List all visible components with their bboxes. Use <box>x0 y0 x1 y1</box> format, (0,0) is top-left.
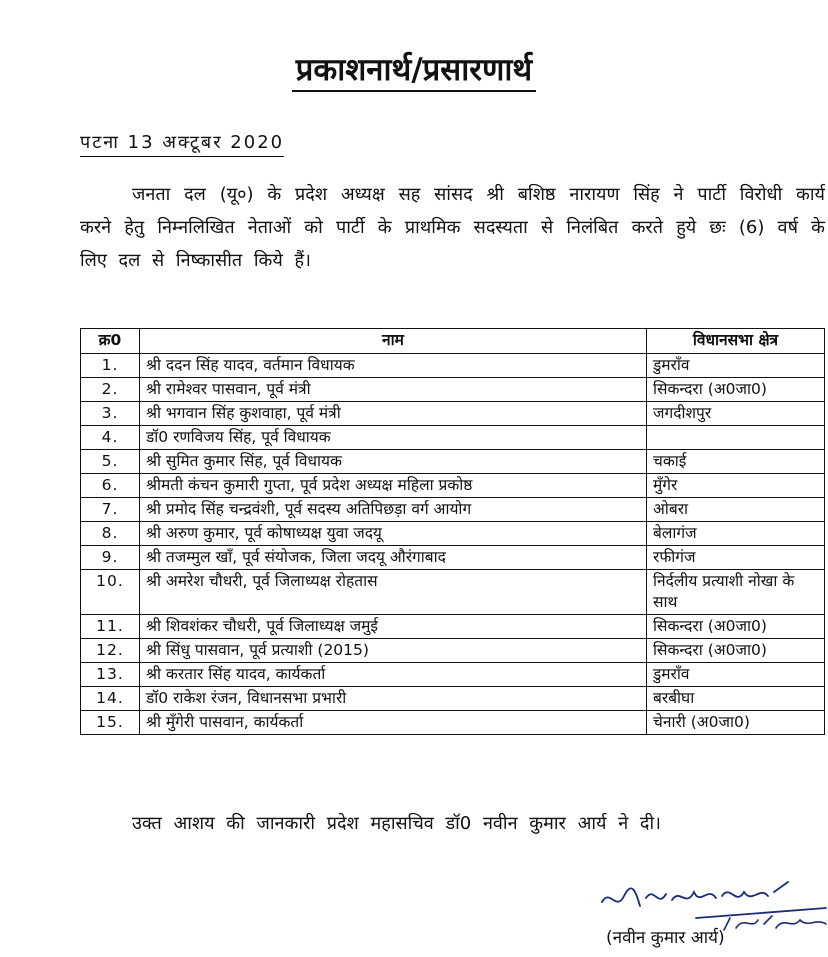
row-leader-name: श्री भगवान सिंह कुशवाहा, पूर्व मंत्री <box>140 402 647 426</box>
row-constituency: बेलागंज <box>647 522 825 546</box>
row-serial-number: 9. <box>81 546 140 570</box>
row-serial-number: 14. <box>81 687 140 711</box>
row-constituency: सिकन्दरा (अ0जा0) <box>647 615 825 639</box>
table-row <box>81 522 825 546</box>
table-row <box>81 450 825 474</box>
table-row <box>81 546 825 570</box>
table-row <box>81 426 825 450</box>
table-row <box>81 498 825 522</box>
row-constituency <box>647 426 825 450</box>
header-name: नाम <box>140 329 647 354</box>
table-row <box>81 687 825 711</box>
row-serial-number: 6. <box>81 474 140 498</box>
row-leader-name: श्रीमती कंचन कुमारी गुप्ता, पूर्व प्रदेश अध्यक्ष महिला प्रकोष्ठ <box>140 474 647 498</box>
dateline: पटना 13 अक्टूबर 2020 <box>80 130 284 157</box>
body-paragraph: जनता दल (यू०) के प्रदेश अध्यक्ष सह सांसद श्री बशिष्ठ नारायण सिंह ने पार्टी विरोधी कार्य करने हेतु निम्नलिखित नेताओं को पार्टी के प्राथमिक सदस्यता से निलंबित करते हुये छः (6) वर्ष के लिए दल से निष्कासीत किये हैं। <box>80 184 825 271</box>
row-serial-number: 10. <box>81 570 140 615</box>
row-serial-number: 13. <box>81 663 140 687</box>
row-serial-number: 12. <box>81 639 140 663</box>
row-leader-name: डॉ0 रणविजय सिंह, पूर्व विधायक <box>140 426 647 450</box>
row-constituency: निर्दलीय प्रत्याशी नोखा के साथ <box>647 570 825 615</box>
table-row <box>81 354 825 378</box>
table-row <box>81 378 825 402</box>
row-serial-number: 2. <box>81 378 140 402</box>
table-row <box>81 402 825 426</box>
row-leader-name: श्री करतार सिंह यादव, कार्यकर्ता <box>140 663 647 687</box>
table-row <box>81 615 825 639</box>
table-row <box>81 711 825 735</box>
row-serial-number: 3. <box>81 402 140 426</box>
row-leader-name: श्री ददन सिंह यादव, वर्तमान विधायक <box>140 354 647 378</box>
table-row <box>81 474 825 498</box>
row-leader-name: श्री सिंधु पासवान, पूर्व प्रत्याशी (2015) <box>140 639 647 663</box>
row-constituency: मुँगेर <box>647 474 825 498</box>
row-constituency: चेनारी (अ0जा0) <box>647 711 825 735</box>
row-serial-number: 4. <box>81 426 140 450</box>
row-serial-number: 8. <box>81 522 140 546</box>
row-constituency: डुमराँव <box>647 663 825 687</box>
table-row <box>81 663 825 687</box>
header-constituency: विधानसभा क्षेत्र <box>647 329 825 354</box>
signatory-name: (नवीन कुमार आर्य) <box>606 928 725 948</box>
row-serial-number: 5. <box>81 450 140 474</box>
row-leader-name: डॉ0 राकेश रंजन, विधानसभा प्रभारी <box>140 687 647 711</box>
document-title-text: प्रकाशनार्थ/प्रसारणार्थ <box>292 52 536 92</box>
header-serial-number: क्र0 <box>81 329 140 354</box>
table-row <box>81 570 825 615</box>
row-constituency: चकाई <box>647 450 825 474</box>
row-serial-number: 15. <box>81 711 140 735</box>
row-leader-name: श्री सुमित कुमार सिंह, पूर्व विधायक <box>140 450 647 474</box>
row-serial-number: 11. <box>81 615 140 639</box>
row-leader-name: श्री अमरेश चौधरी, पूर्व जिलाध्यक्ष रोहतास <box>140 570 647 615</box>
row-serial-number: 1. <box>81 354 140 378</box>
document-title <box>0 48 828 90</box>
row-constituency: डुमराँव <box>647 354 825 378</box>
table-body <box>81 354 825 735</box>
table-row <box>81 639 825 663</box>
row-leader-name: श्री तजम्मुल खाँ, पूर्व संयोजक, जिला जदयू औरंगाबाद <box>140 546 647 570</box>
expelled-leaders-table <box>80 328 825 735</box>
row-constituency: रफीगंज <box>647 546 825 570</box>
row-leader-name: श्री मुँगेरी पासवान, कार्यकर्ता <box>140 711 647 735</box>
row-leader-name: श्री अरुण कुमार, पूर्व कोषाध्यक्ष युवा जदयू <box>140 522 647 546</box>
row-constituency: सिकन्दरा (अ0जा0) <box>647 378 825 402</box>
row-constituency: बरबीघा <box>647 687 825 711</box>
row-leader-name: श्री प्रमोद सिंह चन्द्रवंशी, पूर्व सदस्य अतिपिछड़ा वर्ग आयोग <box>140 498 647 522</box>
row-constituency: जगदीशपुर <box>647 402 825 426</box>
closing-paragraph: उक्त आशय की जानकारी प्रदेश महासचिव डॉ0 नवीन कुमार आर्य ने दी। <box>132 813 661 834</box>
row-constituency: सिकन्दरा (अ0जा0) <box>647 639 825 663</box>
row-serial-number: 7. <box>81 498 140 522</box>
row-leader-name: श्री शिवशंकर चौधरी, पूर्व जिलाध्यक्ष जमुई <box>140 615 647 639</box>
row-constituency: ओबरा <box>647 498 825 522</box>
table-header-row <box>81 329 825 354</box>
row-leader-name: श्री रामेश्वर पासवान, पूर्व मंत्री <box>140 378 647 402</box>
